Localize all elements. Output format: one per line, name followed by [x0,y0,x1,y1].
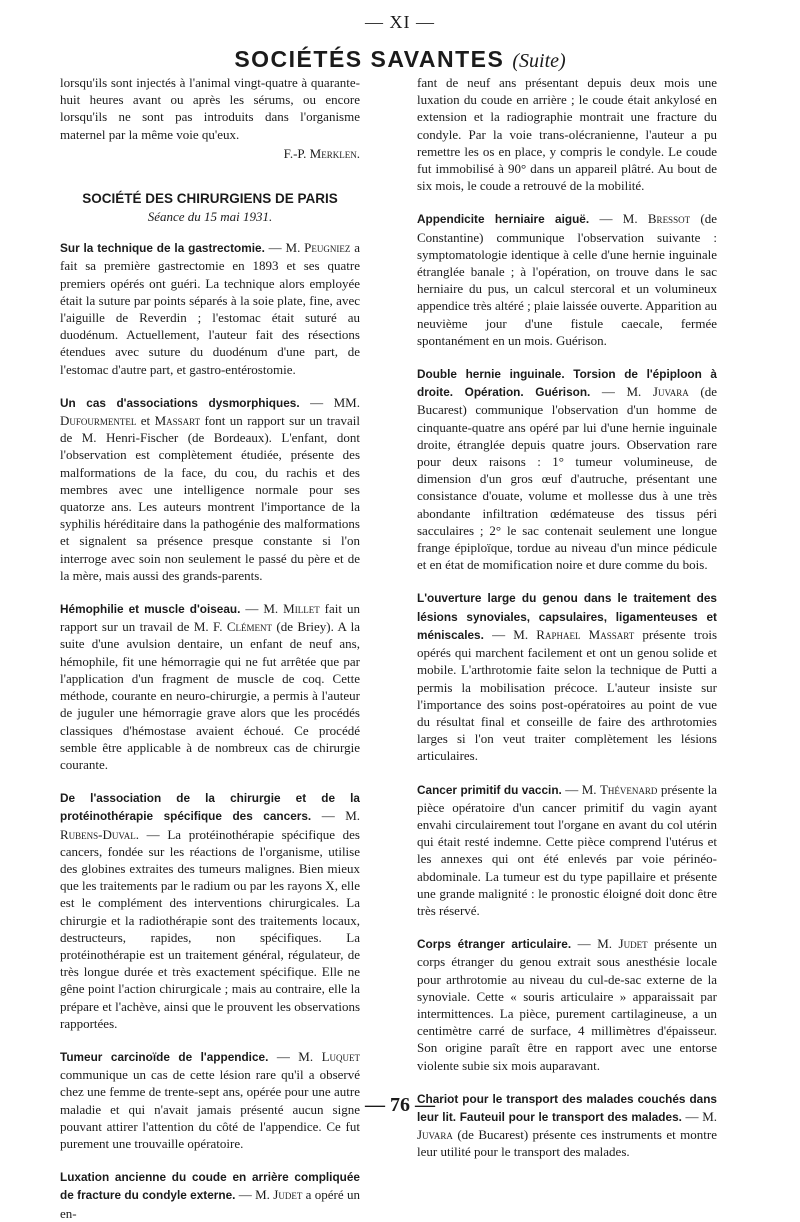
report-author: Bressot [647,211,691,227]
report-author: Thévenard [599,781,658,797]
report-title: Hémophilie et muscle d'oiseau. [60,602,241,617]
report-corps-etranger [417,935,717,1074]
conjunction: et [136,413,155,429]
author-signature: F.-P. Merklen. [283,145,360,161]
dash: — M. [264,240,305,256]
report-body: a fait sa première gastrectomie en 1893 et ses quatre premiers opérés ont guéri. La technique alors employée était la suture par points séparés à la soie plate, fine, avec l'aiguille de Reverdin ; l'estomac était suturé au duodénum. Actuellement, l'auteur fait des résections étendues avec suture du duodénum d'une part, de l'estomac d'autre part, et gastro-entérostomie. [60,240,360,377]
dash: — M. [268,1048,322,1064]
report-hernie [417,365,717,573]
page-header [0,46,800,76]
dash: — MM. [299,394,360,410]
report-body: a opéré un en- [60,1187,360,1221]
report-body: (de Briey). A la suite d'une avulsion dentaire, un enfant de neuf ans, hémophile, fit une hémorragie qui ne fut arrêtée que par l'application d'un fragment de muscle de coq. Cette méthode, courante en neuro-chirurgie, a permis à l'auteur de juguler une hémorragie grave alors que les procédés classiques d'hémostase avaient échoué. Ce procédé semble être applicable à de nombreux cas de chirurgie courante. [60,619,360,772]
dash: — M. [235,1187,274,1203]
report-appendicite [417,210,717,349]
dash: — M. [590,384,653,400]
report-title: De l'association de la chirurgie et de la protéinothérapie spécifique des cancers. [60,791,360,824]
report-body: (de Bucarest) communique l'observation d'un homme de cinquante-quatre ans opéré par lui d'une hernie inguinale droite, étranglée depuis quatre jours. Observation rare pour deux raisons : 1° tumeur volumineuse, de dimension d'un gros œuf d'autruche, présentant une consistance d'ouate, volume et mollesse dus à une très abondante infiltration œdémateuse des tissus péri sacculaires ; 2° le sac contenait seulement une longue frange épiploïque, tordue au niveau d'un mince pédicule et en état de momification noire et dure comme du bois. [417,384,717,573]
report-author: Rubens-Duval [60,826,136,842]
report-luxation [60,1168,360,1222]
report-title: Tumeur carcinoïde de l'appendice. [60,1049,269,1064]
report-genou [417,589,717,764]
report-author: Clément [226,619,273,635]
report-author: Luquet [321,1048,361,1064]
report-author: Juvara [417,1127,453,1143]
report-cancer [417,781,717,920]
report-author: Peugniez [304,240,351,256]
dash: — M. [571,936,619,952]
report-hemophilie [60,600,360,773]
report-title: Double hernie inguinale. Torsion de l'épiploon à droite. Opération. Guérison. [417,367,717,400]
continuation-text: lorsqu'ils sont injectés à l'animal vingt-quatre à quarante-huit heures avant ou après les sérums, ou encore lorsqu'ils ne sont pas introduits dans l'organisme maternel par la même voie qu'eux. [60,75,360,142]
report-gastrectomie [60,239,360,378]
report-body: fait un rapport sur un travail de M. F. [60,601,360,635]
society-heading: SOCIÉTÉ DES CHIRURGIENS DE PARIS [82,191,338,207]
report-body: présente un corps étranger du genou extrait sous anesthésie locale pour arthrotomie au niveau du cul-de-sac externe de la synoviale. Cette « souris articulaire » apparaissait par intermittences. La pièce, purement cartilagineuse, a un centimètre carré de surface, 4 millimètres d'épaisseur. Son origine paraît être en rapport avec une entorse violente subie six mois auparavant. [417,936,718,1073]
report-title: Corps étranger articulaire. [417,937,572,952]
report-title: L'ouverture large du genou dans le traitement des lésions synoviales, capsulaires, ligamenteuses et méniscales. [417,591,717,642]
report-author: Massart [154,413,201,429]
report-proteinotherapie [60,789,360,1032]
dash: — M. [561,781,600,797]
report-author: Juvara [652,384,689,400]
report-title: Chariot pour le transport des malades couchés dans leur lit. Fauteuil pour le transport des malades. [417,1091,717,1124]
report-author: Dufourmentel [60,413,137,429]
report-title: Luxation ancienne du coude en arrière compliquée de fracture du condyle externe. [60,1170,360,1203]
dash: — M. [240,601,284,617]
dash: — M. [589,211,648,227]
dash: — M. [483,626,537,642]
roman-page-number: — XI — [365,12,435,32]
report-body: (de Bucarest) présente ces instruments et montre leur utilité pour le transport des malades. [417,1127,717,1160]
report-author: Judet [273,1187,303,1203]
page-number: — 76 — [365,1094,435,1116]
left-column [60,74,360,1222]
continuation-text: fant de neuf ans présentant depuis deux mois une luxation du coude en arrière ; le coude était ankylosé en extension et la radiographie montrait une fracture du condyle. Par la voie trans-olécranienne, l'auteur a pu remettre les os en place, y compris le condyle. Le coude fut immobilisé à 90° dans un appareil plâtré. Au bout de six mois, le coude a retrouvé de la mobilité. [417,75,717,194]
report-title: Cancer primitif du vaccin. [417,782,562,797]
report-title: Appendicite herniaire aiguë. [417,212,590,227]
header-title: SOCIÉTÉS SAVANTES [234,46,505,72]
report-body: présente la pièce opératoire d'un cancer primitif du vagin ayant envahi circulairement tout l'organe en avant du col utérin qui était resté indemne. Cette pièce comprend l'utérus et les annexes qui ont été enlevés par voie périnéo-abdominale. La tumeur est du type papillaire et présente une grande malignité : le pronostic éloigné doit donc être très réservé. [417,781,717,918]
dash: — M. [311,808,360,824]
report-body: présente trois opérés qui marchent facilement et ont un genou solide et mobile. L'arthrotomie faite selon la technique de Putti a permis la mobilisation précoce. L'auteur insiste sur l'importance des soins post-opératoires au point de vue du résultat final et conseille de faire des arthrotomies larges si l'on veut traiter complètement les lésions articulaires. [417,626,718,764]
dash: — M. [681,1108,718,1124]
report-author: Judet [618,936,648,952]
right-column [417,74,717,1161]
report-body: communique un cas de cette lésion rare qu'il a observé chez une femme de trente-sept ans, opérée pour une autre maladie et qui n'avait jamais présenté aucun signe pouvant attirer l'attention du côté de l'appendice. Ce fut purement une trouvaille opératoire. [60,1067,360,1151]
report-author: Millet [283,601,320,617]
report-dysmorphiques [60,394,360,584]
report-title: Sur la technique de la gastrectomie. [60,241,265,256]
session-date: Séance du 15 mai 1931. [147,209,273,225]
report-title: Un cas d'associations dysmorphiques. [60,395,300,410]
report-body: font un rapport sur un travail de M. Henri-Fischer (de Bordeaux). L'enfant, dont l'observation est complètement étudiée, présente des malformations de la face, du cou, du rachis et des membres avec une intelligence normale pour ses quatorze ans. Les auteurs montrent l'importance de la syphilis héréditaire dans la pathogénie des malformations et signalent sa présence presque constante si l'on interroge avec soin non seulement le passé du père et de la mère, mais aussi des grands-parents. [60,413,360,583]
report-author: Raphael Massart [536,626,635,642]
report-body: (de Constantine) communique l'observation suivante : symptomatologie identique à celle d'une hernie inguinale étranglée banale ; à l'opération, on trouve dans le sac herniaire du pus, un calcul stercoral et un volumineux appendice très altéré ; plaie laissée ouverte. Apparition au neuvième jour d'une fistule caecale, fermée spontanément en un mois. Guérison. [417,211,717,348]
report-body: . — La protéinothérapie spécifique des cancers, fondée sur les réactions de l'organisme, utilise des globines extraites des tumeurs malignes. Bien mieux que les traitements par le radium ou par les rayons X, elle est le complément des interventions chirurgicales. La chirurgie et la radiothérapie sont des traitements locaux, destructeurs, rapides, non spécifiques. La protéinothérapie est un traitement général, régulateur, de très longue durée et très exactement spécifique. Elle ne gêne point l'action chirurgicale ; mais au contraire, elle la prépare et l'achève, ainsi que le prouvent les observations rapportées. [60,826,360,1031]
header-suite: (Suite) [512,50,566,72]
